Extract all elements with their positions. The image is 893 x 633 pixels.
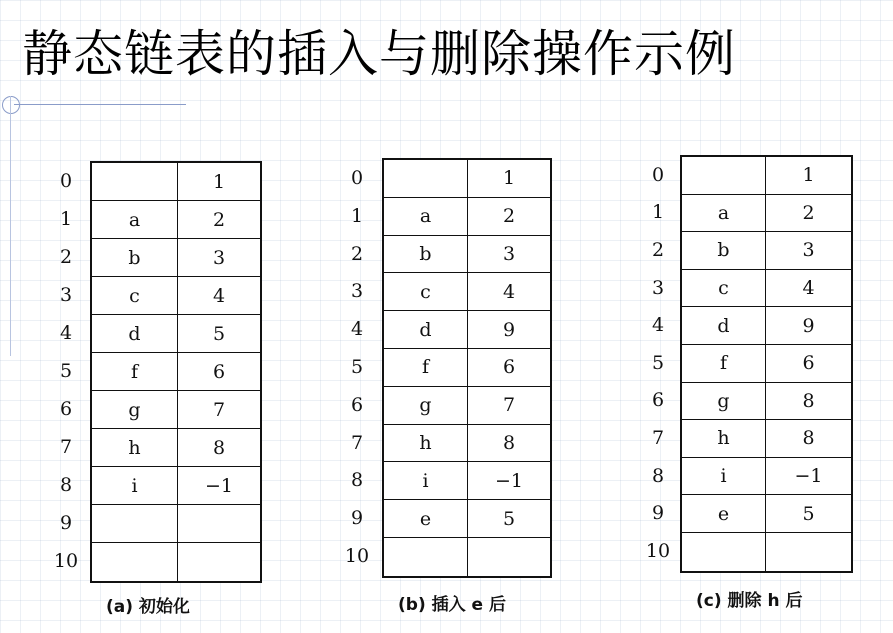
row-index: 0 [651,163,665,186]
next-cell: 2 [802,201,815,224]
data-cell: i [384,462,468,499]
next-cell: 6 [212,360,226,383]
next-cell: 9 [502,318,516,341]
table-row [92,353,260,391]
row-index: 7 [59,436,73,458]
data-cell: c [92,277,178,314]
table-row [682,458,851,496]
title-rule-circle [2,96,20,114]
data-cell: i [92,467,178,504]
panel-caption: (c) 删除 h 后 [696,591,803,611]
next-cell: 8 [502,431,516,454]
row-index: 8 [651,464,665,487]
table-row [92,201,260,239]
table-row [92,239,260,277]
table-row [92,429,260,467]
table-row [384,236,550,274]
data-cell: f [384,349,468,386]
row-index: 6 [350,393,364,416]
title-rule [14,104,186,105]
next-cell: 8 [802,427,815,450]
row-index: 10 [53,550,79,572]
row-index: 1 [651,201,665,224]
next-cell: 3 [802,239,815,262]
row-index: 5 [350,355,364,378]
panel-caption: (b) 插入 e 后 [398,595,506,615]
data-cell: h [384,425,468,462]
table-row [682,307,851,345]
table-row [384,273,550,311]
data-cell: i [682,458,766,495]
row-index: 3 [651,276,665,299]
data-cell [92,543,178,581]
row-index: 1 [59,208,73,230]
table-row [384,198,550,236]
row-index: 3 [59,284,73,306]
table-row [682,232,851,270]
row-index: 4 [350,318,364,341]
table-row [384,349,550,387]
data-cell: c [682,270,766,307]
row-index: 2 [651,239,665,261]
next-cell: 7 [502,394,516,417]
table-row [92,505,260,543]
data-cell [384,538,468,576]
data-cell: d [682,307,766,344]
data-cell [92,505,178,542]
table-row [92,543,260,581]
row-index: 2 [350,242,364,265]
row-index: 0 [59,170,73,192]
table-row [384,387,550,425]
next-cell: 4 [802,277,815,300]
panel-caption: (a) 初始化 [106,597,190,617]
static-list-table [382,158,552,578]
static-list-table [90,161,262,583]
row-index: 0 [350,166,364,189]
table-row [682,383,851,421]
table-row [682,270,851,308]
table-row [384,500,550,538]
table-row [384,311,550,349]
row-index: 9 [59,512,73,534]
table-row [682,420,851,458]
row-index: 10 [645,539,671,562]
next-cell: 5 [502,507,516,530]
row-index: 8 [59,474,73,496]
next-cell [468,538,550,576]
table-row [682,533,851,571]
next-cell: 5 [212,322,226,345]
row-index: 7 [651,427,665,449]
data-cell: b [92,239,178,276]
table-row [384,462,550,500]
next-cell: 7 [212,398,226,421]
data-cell: d [92,315,178,352]
data-cell: g [682,383,766,420]
table-row [92,467,260,505]
data-cell: c [384,273,468,310]
data-cell: g [92,391,178,428]
next-cell: 1 [802,164,815,187]
next-cell: −1 [494,469,523,492]
data-cell: a [384,198,468,235]
slide-title: 静态链表的插入与删除操作示例 [22,25,736,83]
data-cell: a [682,195,766,232]
next-cell: −1 [794,465,823,488]
row-index: 6 [59,398,73,420]
static-list-table [680,155,853,573]
data-cell: f [92,353,178,390]
next-cell: 6 [502,356,516,379]
row-index: 4 [651,314,665,337]
next-cell [178,543,260,581]
data-cell: e [682,495,766,532]
next-cell: 2 [212,208,226,231]
row-index: 9 [350,507,364,530]
data-cell [384,160,468,197]
table-row [384,160,550,198]
row-index: 10 [344,544,370,567]
table-row [92,315,260,353]
data-cell: b [682,232,766,269]
next-cell: 6 [802,352,815,375]
next-cell: 8 [212,436,226,459]
next-cell: 1 [212,170,226,193]
data-cell [682,157,766,194]
next-cell: 4 [212,284,226,307]
row-index: 5 [651,351,665,374]
row-index: 1 [350,204,364,227]
table-row [682,345,851,383]
table-row [92,277,260,315]
row-index: 7 [350,431,364,454]
next-cell [178,505,260,542]
data-cell: g [384,387,468,424]
table-row [384,538,550,576]
next-cell: 3 [212,246,226,269]
table-row [92,391,260,429]
data-cell [92,163,178,200]
next-cell: 5 [802,502,815,525]
table-row [682,495,851,533]
margin-rule [10,96,11,356]
data-cell: a [92,201,178,238]
data-cell: h [682,420,766,457]
data-cell [682,533,766,571]
data-cell: h [92,429,178,466]
next-cell: 8 [802,389,815,412]
next-cell: 4 [502,280,516,303]
next-cell [766,533,851,571]
data-cell: b [384,236,468,273]
row-index: 8 [350,469,364,492]
data-cell: d [384,311,468,348]
next-cell: 9 [802,314,815,337]
table-row [92,163,260,201]
data-cell: f [682,345,766,382]
row-index: 6 [651,389,665,412]
row-index: 9 [651,502,665,525]
table-row [682,195,851,233]
table-row [384,425,550,463]
next-cell: 2 [502,205,516,228]
row-index: 3 [350,280,364,303]
row-index: 5 [59,360,73,382]
row-index: 2 [59,246,73,268]
next-cell: −1 [204,474,233,497]
table-row [682,157,851,195]
row-index: 4 [59,322,73,344]
next-cell: 1 [502,167,516,190]
data-cell: e [384,500,468,537]
next-cell: 3 [502,242,516,265]
